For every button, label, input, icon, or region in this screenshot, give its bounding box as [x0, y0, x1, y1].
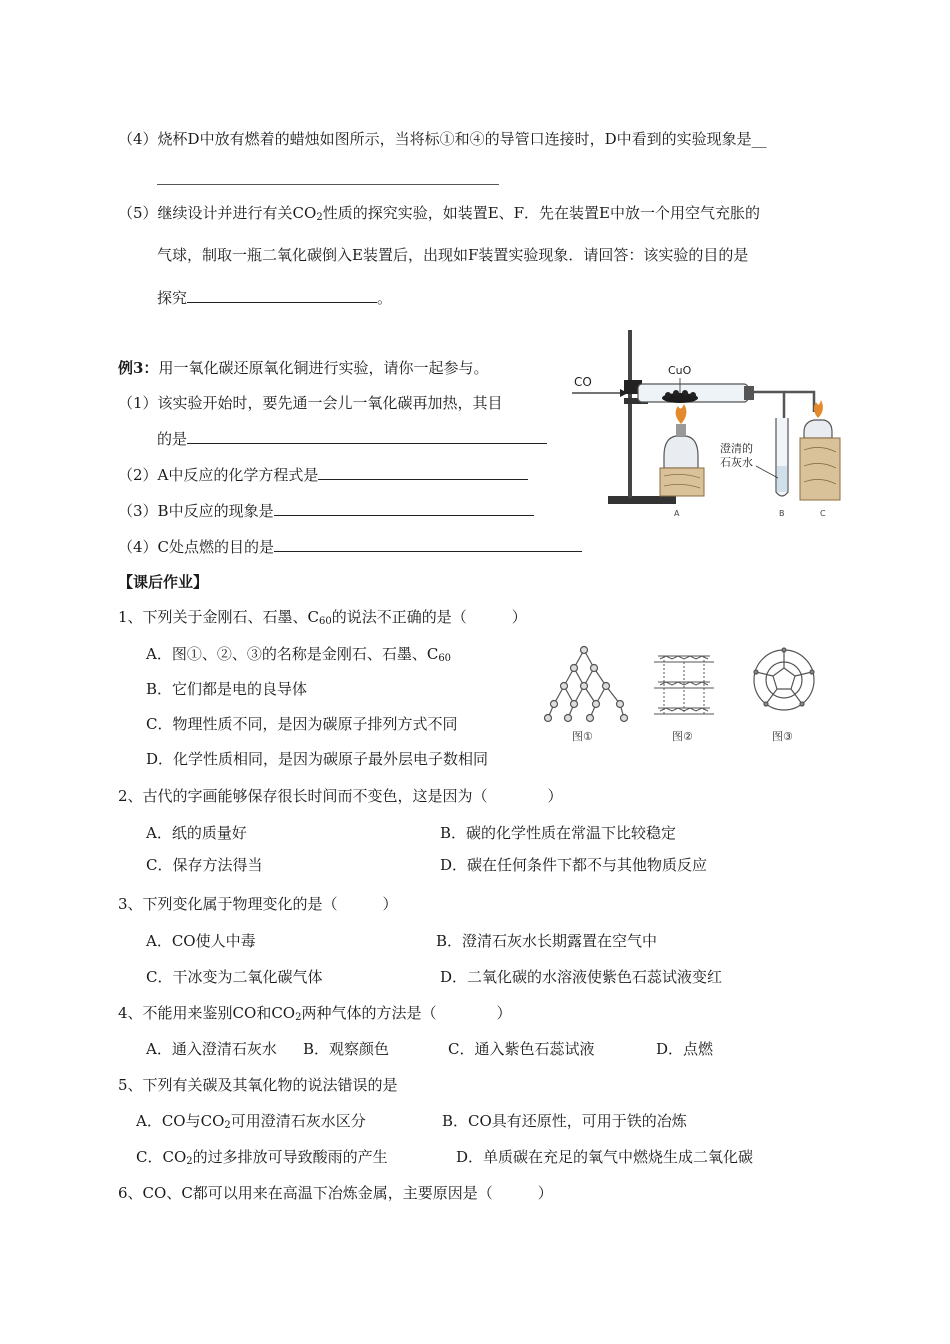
hw-q1-option-a[interactable]: A．图①、②、③的名称是金刚石、石墨、$C_{60}$: [146, 645, 452, 664]
example-3-q2: （2）A中反应的化学方程式是: [118, 464, 528, 485]
limewater: [777, 466, 787, 492]
answer-blank[interactable]: [157, 184, 499, 185]
hw-q6-stem: 6、CO、C都可以用来在高温下冶炼金属，主要原因是（ ）: [118, 1184, 553, 1202]
hw-q4-option-b[interactable]: B．观察颜色: [303, 1040, 390, 1058]
hw-q4-option-d[interactable]: D．点燃: [656, 1040, 714, 1058]
example-3-title: 例3：用一氧化碳还原氧化铜进行实验，请你一起参与。: [118, 359, 489, 377]
label-co: CO: [574, 375, 592, 389]
flame-a: [676, 404, 687, 424]
fig-label-3: 图③: [772, 730, 793, 743]
stand-base: [608, 496, 676, 504]
answer-blank[interactable]: [187, 428, 547, 444]
limewater-pointer: [756, 466, 778, 478]
answer-blank[interactable]: [274, 536, 582, 552]
hw-q1-stem: 1、下列关于金刚石、石墨、$C_{60}$的说法不正确的是（ ）: [118, 608, 527, 627]
answer-blank[interactable]: [274, 500, 534, 516]
tube-stopper: [744, 386, 754, 400]
graphite-structure: [654, 656, 714, 714]
hw-q2-stem: 2、古代的字画能够保存很长时间而不变色，这是因为（ ）: [118, 787, 563, 805]
homework-header: 【课后作业】: [118, 573, 209, 591]
hw-q1-option-d[interactable]: D．化学性质相同，是因为碳原子最外层电子数相同: [146, 750, 489, 768]
label-c: C: [820, 509, 826, 518]
hw-q1-option-b[interactable]: B．它们都是电的良导体: [146, 680, 308, 698]
cuo-grain: [665, 392, 671, 398]
hw-q3-option-d[interactable]: D．二氧化碳的水溶液使紫色石蕊试液变红: [440, 968, 723, 986]
example-3-q4: （4）C处点燃的目的是: [118, 536, 582, 557]
alcohol-lamp-a: [664, 436, 698, 468]
hw-q2-option-a[interactable]: A．纸的质量好: [146, 824, 247, 842]
label-cuo: CuO: [668, 364, 692, 377]
label-b: B: [779, 509, 785, 518]
hw-q5-option-b[interactable]: B．CO具有还原性，可用于铁的冶炼: [442, 1112, 687, 1130]
cuo-grain: [682, 390, 688, 396]
hw-q5-option-d[interactable]: D．单质碳在充足的氧气中燃烧生成二氧化碳: [456, 1148, 754, 1166]
carbon-allotropes-figure: [544, 640, 836, 744]
example-3-q1-cont: 的是: [157, 428, 547, 449]
question-5-line-2: 气球，制取一瓶二氧化碳倒入E装置后，出现如F装置实验现象．请回答：该实验的目的是: [157, 246, 749, 264]
lamp-neck: [676, 424, 686, 436]
cuo-grain: [673, 390, 679, 396]
c60-structure: [754, 648, 814, 710]
label-limewater-1: 澄清的: [720, 442, 753, 455]
label-limewater-2: 石灰水: [720, 456, 753, 469]
hw-q1-option-c[interactable]: C．物理性质不同，是因为碳原子排列方式不同: [146, 715, 458, 733]
answer-blank[interactable]: [187, 287, 377, 303]
alcohol-lamp-c: [804, 420, 832, 438]
flame-c: [814, 400, 823, 418]
cuo-grain: [690, 392, 696, 398]
hw-q3-option-a[interactable]: A．CO使人中毒: [146, 932, 256, 950]
answer-blank[interactable]: [318, 464, 528, 480]
question-4-text: （4）烧杯D中放有燃着的蜡烛如图所示，当将标①和④的导管口连接时，D中看到的实验现象是__: [118, 130, 767, 148]
question-5-line-1: （5）继续设计并进行有关$CO_2$性质的探究实验，如装置E、F．先在装置E中放一个用空气充胀的: [118, 204, 761, 223]
hw-q2-option-c[interactable]: C．保存方法得当: [146, 856, 263, 874]
hw-q3-option-b[interactable]: B．澄清石灰水长期露置在空气中: [436, 932, 658, 950]
hw-q2-option-b[interactable]: B．碳的化学性质在常温下比较稳定: [440, 824, 677, 842]
question-5-line-3: 探究 。: [157, 289, 393, 307]
stand-rod: [628, 330, 632, 498]
co-reduction-apparatus-figure: [568, 326, 860, 522]
hw-q4-option-c[interactable]: C．通入紫色石蕊试液: [448, 1040, 595, 1058]
example-3-q1: （1）该实验开始时，要先通一会儿一氧化碳再加热，其目: [118, 394, 503, 412]
fig-label-1: 图①: [572, 730, 593, 743]
hw-q3-stem: 3、下列变化属于物理变化的是（ ）: [118, 895, 398, 913]
label-a: A: [674, 509, 680, 518]
outlet-tube-c: [784, 392, 814, 412]
hw-q3-option-c[interactable]: C．干冰变为二氧化碳气体: [146, 968, 323, 986]
hw-q4-option-a[interactable]: A．通入澄清石灰水: [146, 1040, 277, 1058]
hw-q4-stem: 4、不能用来鉴别CO和$CO_2$两种气体的方法是（ ）: [118, 1004, 512, 1023]
hw-q5-option-a[interactable]: A．CO与$CO_2$可用澄清石灰水区分: [136, 1112, 366, 1131]
diamond-structure: [545, 647, 628, 722]
fig-label-2: 图②: [672, 730, 693, 743]
wood-block-a: [660, 468, 704, 496]
hw-q2-option-d[interactable]: D．碳在任何条件下都不与其他物质反应: [440, 856, 708, 874]
example-3-q3: （3）B中反应的现象是: [118, 500, 534, 521]
hw-q5-option-c[interactable]: C．$CO_2$的过多排放可导致酸雨的产生: [136, 1148, 388, 1167]
hw-q5-stem: 5、下列有关碳及其氧化物的说法错误的是: [118, 1076, 398, 1094]
